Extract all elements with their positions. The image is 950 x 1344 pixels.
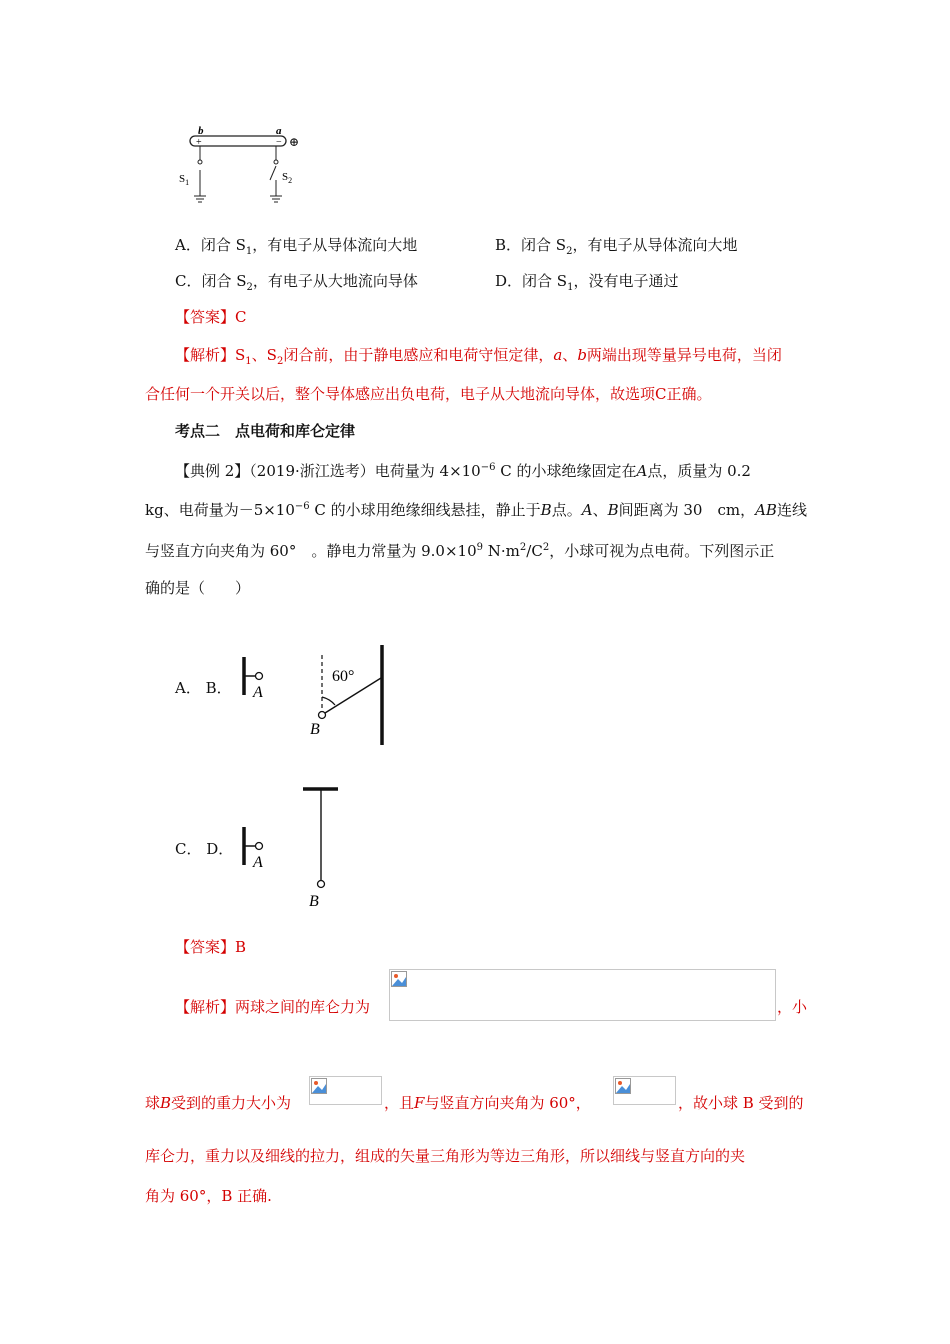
external-charge: ⊕: [289, 135, 300, 149]
example2-line3: 与竖直方向夹角为 60° 。静电力常量为 $9.0\times 10^9$ $N\cdot m^2/C^2$，小球可视为点电荷。下列图示正: [145, 542, 775, 560]
section-title: 考点二 点电荷和库仑定律: [175, 422, 356, 440]
q2-analysis-line2-c: ，故小球 B 受到的: [678, 1094, 804, 1112]
s2-label: $S_2$: [282, 171, 293, 185]
s1-label: $S_1$: [179, 173, 190, 187]
gravity-formula-image: [309, 1076, 382, 1105]
q2-analysis-line2-a: 球B受到的重力大小为: [145, 1094, 292, 1112]
angle-arc: [322, 697, 335, 705]
switch-s2: [270, 166, 276, 180]
example2-line2: kg、电荷量为$-5\times 10^{-6}$ C 的小球用绝缘细线悬挂，静止于B点。A、B间距离为 30 cm，AB连线: [145, 501, 807, 519]
conductor-circuit-figure: [170, 122, 310, 214]
broken-image-icon: [311, 1078, 327, 1094]
q2-analysis-line2-b: ，且F与竖直方向夹角为 60°，: [384, 1094, 591, 1112]
label-B-cd: B: [309, 893, 319, 910]
angle-label: 60°: [332, 668, 355, 685]
label-a: a: [276, 125, 282, 137]
options-ab-label: A． B．: [175, 679, 232, 697]
label-A-cd: A: [253, 854, 263, 871]
option-b: B．闭合 $S_2$，有电子从导体流向大地: [495, 236, 738, 257]
ball-a: [256, 673, 263, 680]
conductor-rod: [190, 136, 286, 146]
label-b: b: [198, 125, 204, 137]
figure-cd: [236, 785, 356, 913]
q2-analysis-line1-end: ，小: [777, 998, 808, 1016]
equality-formula-image: [613, 1076, 676, 1105]
option-a: A．闭合 $S_1$，有电子从导体流向大地: [175, 236, 418, 257]
option-c: C．闭合 $S_2$，有电子从大地流向导体: [175, 272, 418, 293]
label-B: B: [310, 721, 320, 738]
minus-sign: −: [276, 137, 282, 148]
label-A: A: [253, 684, 263, 701]
plus-sign: +: [196, 137, 202, 148]
broken-image-icon: [391, 971, 407, 987]
ball-b-cd: [318, 881, 325, 888]
q2-analysis-line3: 库仑力，重力以及细线的拉力，组成的矢量三角形为等边三角形，所以细线与竖直方向的夹: [145, 1147, 746, 1165]
q2-answer: 【答案】B: [175, 938, 247, 956]
ball-b: [319, 712, 326, 719]
q1-answer: 【答案】C: [175, 308, 247, 326]
broken-image-icon: [615, 1078, 631, 1094]
options-cd-label: C． D．: [175, 840, 234, 858]
ball-a-cd: [256, 843, 263, 850]
figure-ab: [236, 645, 396, 750]
example2-line1: 【典例 2】（2019·浙江选考）电荷量为 $4\times 10^{-6}$ C 的小球绝缘固定在A点，质量为 0.2: [175, 462, 751, 480]
option-d: D．闭合 $S_1$，没有电子通过: [495, 272, 679, 293]
coulomb-force-formula-image: [389, 969, 776, 1021]
q1-analysis-line1: 【解析】$S_1$、$S_2$闭合前，由于静电感应和电荷守恒定律，a、b两端出现等量异号电荷，当闭: [175, 346, 782, 367]
q2-analysis-line4: 角为 60°，B 正确.: [145, 1187, 272, 1205]
q1-analysis-line2: 合任何一个开关以后，整个导体感应出负电荷，电子从大地流向导体，故选项C正确。: [145, 385, 712, 403]
example2-line4: 确的是（ ）: [145, 579, 251, 597]
q2-analysis-line1: 【解析】两球之间的库仑力为: [175, 998, 371, 1016]
